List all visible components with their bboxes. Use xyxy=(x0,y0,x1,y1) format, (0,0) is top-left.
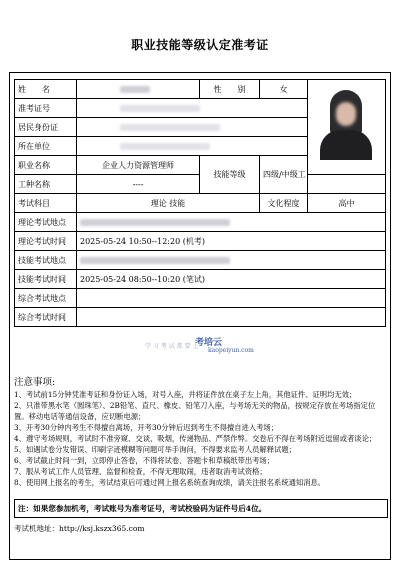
education-value: 高中 xyxy=(308,194,386,213)
table-row xyxy=(15,232,386,251)
list-item: 5、如遇试卷分发错误、印刷字迹模糊等问题可举手询问，不得要求监考人员解释试题； xyxy=(14,445,296,454)
notes-heading: 注意事项: xyxy=(14,377,56,388)
employer-label: 所在单位 xyxy=(15,137,77,156)
list-item: 8、使用网上报名的考生，考试结束后可通过网上报名系统查询成绩，请关注报名系统通知消息。 xyxy=(14,478,326,487)
theory-place-label: 理论考试地点 xyxy=(15,213,77,232)
overall-time-label: 综合考试时间 xyxy=(15,308,77,327)
education-label: 文化程度 xyxy=(260,194,308,213)
id-number-label: 居民身份证 xyxy=(15,118,77,137)
theory-place-redacted xyxy=(77,213,386,232)
candidate-info-table xyxy=(14,79,386,327)
work-type-value: ---- xyxy=(77,175,200,194)
table-row xyxy=(15,289,386,308)
skill-time-value: 2025-05-24 08:50--10:20 (笔试) xyxy=(77,270,386,289)
subject-label: 考试科目 xyxy=(15,194,77,213)
overall-place-label: 综合考试地点 xyxy=(15,289,77,308)
table-row xyxy=(15,308,386,327)
notes-section xyxy=(14,377,385,488)
ticket-frame xyxy=(9,72,391,560)
skill-place-redacted xyxy=(77,251,386,270)
name-label: 姓 名 xyxy=(15,80,77,99)
candidate-photo xyxy=(308,80,386,175)
gender-value: 女 xyxy=(260,80,308,99)
theory-time-label: 理论考试时间 xyxy=(15,232,77,251)
exam-address: 考试机地址：http://ksj.kszx365.com xyxy=(14,524,145,533)
watermark-site: kaopeiyun.com xyxy=(208,347,254,354)
skill-place-label: 技能考试地点 xyxy=(15,251,77,270)
id-number-redacted xyxy=(77,118,308,137)
list-item: 4、遵守考场规则，考试时不准旁窥、交谈、吸烟，传递物品、严禁作弊。交卷后不得在考场附近逗留或者谈论； xyxy=(14,434,377,443)
watermark-text: 学 习 考 试 都 要 上 xyxy=(145,343,199,350)
list-item: 3、开考30分钟内考生不得擅自离场，开考30分钟后迟到考生不得擅自进入考场； xyxy=(14,423,279,432)
list-item: 7、服从考试工作人员管理、监督和检查，不得无理取闹，违者取消考试资格； xyxy=(14,467,267,476)
gender-label: 性 别 xyxy=(200,80,260,99)
table-row xyxy=(15,251,386,270)
employer-redacted xyxy=(77,137,308,156)
list-item: 6、考试截止时间一到，立即停止答卷，不得将试卷、答题卡和草稿纸带出考场； xyxy=(14,456,275,465)
machine-exam-note: 注：如果您参加机考，考试账号为准考证号，考试校验码为证件号后4位。 xyxy=(14,499,388,518)
skill-time-label: 技能考试时间 xyxy=(15,270,77,289)
name-value-redacted xyxy=(77,80,200,99)
occupation-value: 企业人力资源管理师 xyxy=(77,156,200,175)
table-row xyxy=(15,213,386,232)
skill-level-value: 四级/中级工 xyxy=(260,156,308,194)
list-item: 1、考试前15分钟凭准考证和身份证入场，对号入座，并将证件放在桌子左上角，其他证件、证明均无效； xyxy=(14,390,357,399)
watermark-logo: 考培云 xyxy=(195,338,223,348)
theory-time-value: 2025-05-24 10:50--12:20 (机考) xyxy=(77,232,386,251)
admission-ticket xyxy=(9,0,391,566)
subject-value: 理论 技能 xyxy=(77,194,260,213)
list-item: 2、只准带黑水笔（圆珠笔）、2B铅笔、直尺、橡皮、铅笔刀入座，与考场无关的物品，按规定存放在考场指定位置。移动电话等通信设备，应切断电源； xyxy=(14,401,376,421)
skill-level-label: 技能等级 xyxy=(200,156,260,194)
page-title: 职业技能等级认定准考证 xyxy=(131,38,269,52)
table-row xyxy=(15,194,386,213)
table-row xyxy=(15,270,386,289)
ticket-number-label: 准考证号 xyxy=(15,99,77,118)
table-row xyxy=(15,80,386,99)
occupation-label: 职业名称 xyxy=(15,156,77,175)
work-type-label: 工种名称 xyxy=(15,175,77,194)
ticket-number-redacted xyxy=(77,99,308,118)
